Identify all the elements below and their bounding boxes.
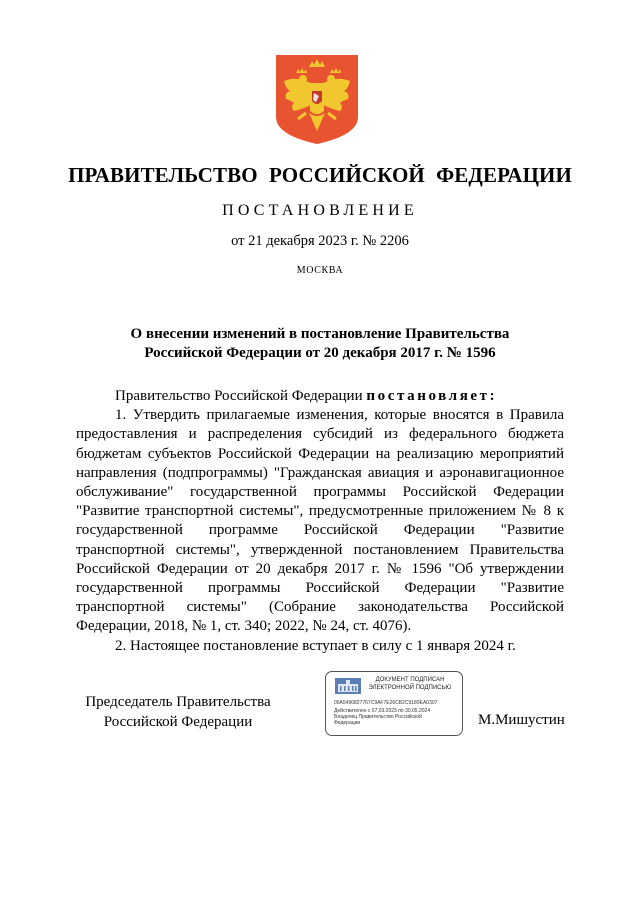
stamp-title-line-1: ДОКУМЕНТ ПОДПИСАН (375, 677, 445, 683)
item-2-paragraph: 2. Настоящее постановление вступает в силу с 1 января 2024 г. (115, 637, 516, 654)
intro-text: Правительство Российской Федерации (115, 388, 367, 404)
stamp-owner-line-2: Федерации (334, 720, 361, 726)
signatory-position (78, 693, 278, 732)
government-building-icon (335, 678, 361, 694)
decree-date-number: от 21 декабря 2023 г. № 2206 (231, 233, 409, 249)
document-type: ПОСТАНОВЛЕНИЕ (222, 202, 418, 219)
intro-paragraph (76, 387, 564, 406)
item-1-paragraph: 1. Утвердить прилагаемые изменения, которые вносятся в Правила предоставления и распределения субсидий из федерального бюджета бюджетам субъектов Российской Федерации на реализацию мероприятий направления (подпрограммы) "Гражданская авиация и аэронавигационное обслуживание" государственной программы Российской Федерации "Развитие транспортной системы", предусмотренные приложением № 8 к государственной программе Российской Федерации "Развитие транспортной системы", утвержденной постановлением Правительства Российской Федерации от 20 декабря 2017 г. № 1596 "Об утверждении государственной программы Российской Федерации "Развитие транспортной системы" (Собрание законодательства Российской Федерации, 2018, № 1, ст. 340; 2022, № 24, ст. 4076). (76, 407, 564, 635)
stamp-title (360, 677, 460, 692)
decree-title-line-2: Российской Федерации от 20 декабря 2017 г. № 1596 (144, 345, 496, 361)
decree-title (100, 325, 540, 363)
signatory-name: М.Мишустин (478, 712, 565, 728)
stamp-owner-line-1: Владелец Правительство Российской (334, 714, 422, 720)
stamp-title-line-2: ЭЛЕКТРОННОЙ ПОДПИСЬЮ (368, 684, 452, 691)
stamp-certificate: 00A5490827767C9AF7E26CB2C9189EA0307 (334, 700, 438, 706)
signatory-position-line-2: Российской Федерации (103, 713, 253, 730)
resolves-word: постановляет: (366, 388, 498, 404)
decree-title-line-1: О внесении изменений в постановление Правительства (130, 326, 510, 342)
electronic-signature-stamp (325, 671, 463, 736)
decree-body (76, 387, 564, 656)
city: МОСКВА (296, 265, 344, 276)
signatory-position-line-1: Председатель Правительства (85, 694, 271, 710)
government-heading: ПРАВИТЕЛЬСТВО РОССИЙСКОЙ ФЕДЕРАЦИИ (68, 163, 572, 187)
coat-of-arms-emblem (276, 55, 358, 144)
stamp-validity: Действителен с 07.03.2023 по 30.05.2024 (334, 708, 431, 714)
